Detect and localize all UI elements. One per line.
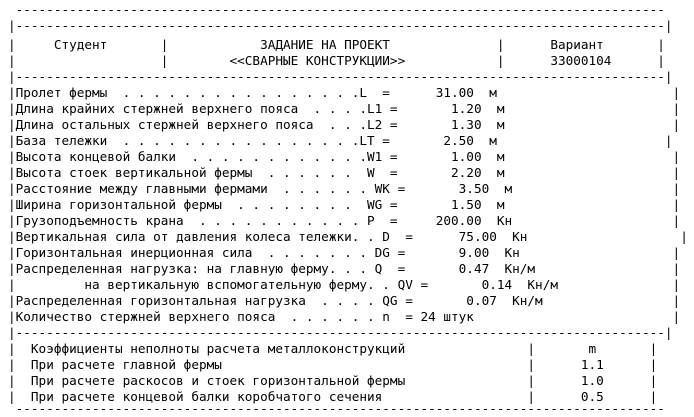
report-line: | При расчете главной фермы | 1.1 | (8, 357, 658, 372)
report-line: ------------------------------------------------------------------------------------- (8, 2, 673, 17)
report-line: | на вертикальную вспомогательную ферму. . QV = 0.14 Кн/м | (8, 277, 681, 292)
report-line: |Горизонтальная инерционная сила . . . . . . . DG = 9.00 Кн | (8, 245, 681, 260)
report-line: | | <<СВАРНЫЕ КОНСТРУКЦИИ>> | 33000104 | (8, 53, 665, 68)
report-line: |Распределенная нагрузка: на главную ферму. . . Q = 0.47 Кн/м | (8, 261, 681, 276)
report-line: |Количество стержней верхнего пояса . . . . . . n = 24 штук | (8, 309, 681, 324)
report-line: | При расчете раскосов и стоек горизонтальной фермы | 1.0 | (8, 373, 658, 388)
report-line: |Высота стоек вертикальной фермы . . . . . . W = 2.20 м | (8, 165, 681, 180)
report-line: | При расчете концевой балки коробчатого сечения | 0.5 | (8, 389, 658, 404)
report-line: |Высота концевой балки . . . . . . . . . . . .W1 = 1.00 м | (8, 149, 681, 164)
report-line: ------------------------------------------------------------------------------------- (8, 401, 673, 416)
report-line: |Грузоподъемность крана . . . . . . . . . . . P = 200.00 Кн | (8, 213, 681, 228)
report-line: |База тележки . . . . . . . . . . . . . . . .LT = 2.50 м | (8, 133, 673, 148)
report-line: |-------------------------------------------------------------------------------------| (8, 18, 673, 33)
report-line: |Вертикальная сила от давления колеса тележки. . D = 75.00 Кн | (8, 229, 688, 244)
report-line: | Коэффициенты неполноты расчета металлоконструкций | m | (8, 341, 658, 356)
report-line: | Студент | ЗАДАНИЕ НА ПРОЕКТ | Вариант | (8, 37, 665, 52)
report-line: |Пролет фермы . . . . . . . . . . . . . . . .L = 31.00 м | (8, 85, 681, 100)
report-line: |-------------------------------------------------------------------------------------| (8, 325, 673, 340)
report-line: |Ширина горизонтальной фермы . . . . . . . . WG = 1.50 м | (8, 197, 681, 212)
report-line: |Расстояние между главными фермами . . . . . . WK = 3.50 м | (8, 181, 681, 196)
report-line: |Длина остальных стержней верхнего пояса . . .L2 = 1.30 м | (8, 117, 681, 132)
report-line: |Распределенная горизонтальная нагрузка . . . . QG = 0.07 Кн/м | (8, 293, 681, 308)
report-line: |-------------------------------------------------------------------------------------| (8, 69, 673, 84)
report-line: |Длина крайних стержней верхнего пояса . . . .L1 = 1.20 м | (8, 101, 681, 116)
